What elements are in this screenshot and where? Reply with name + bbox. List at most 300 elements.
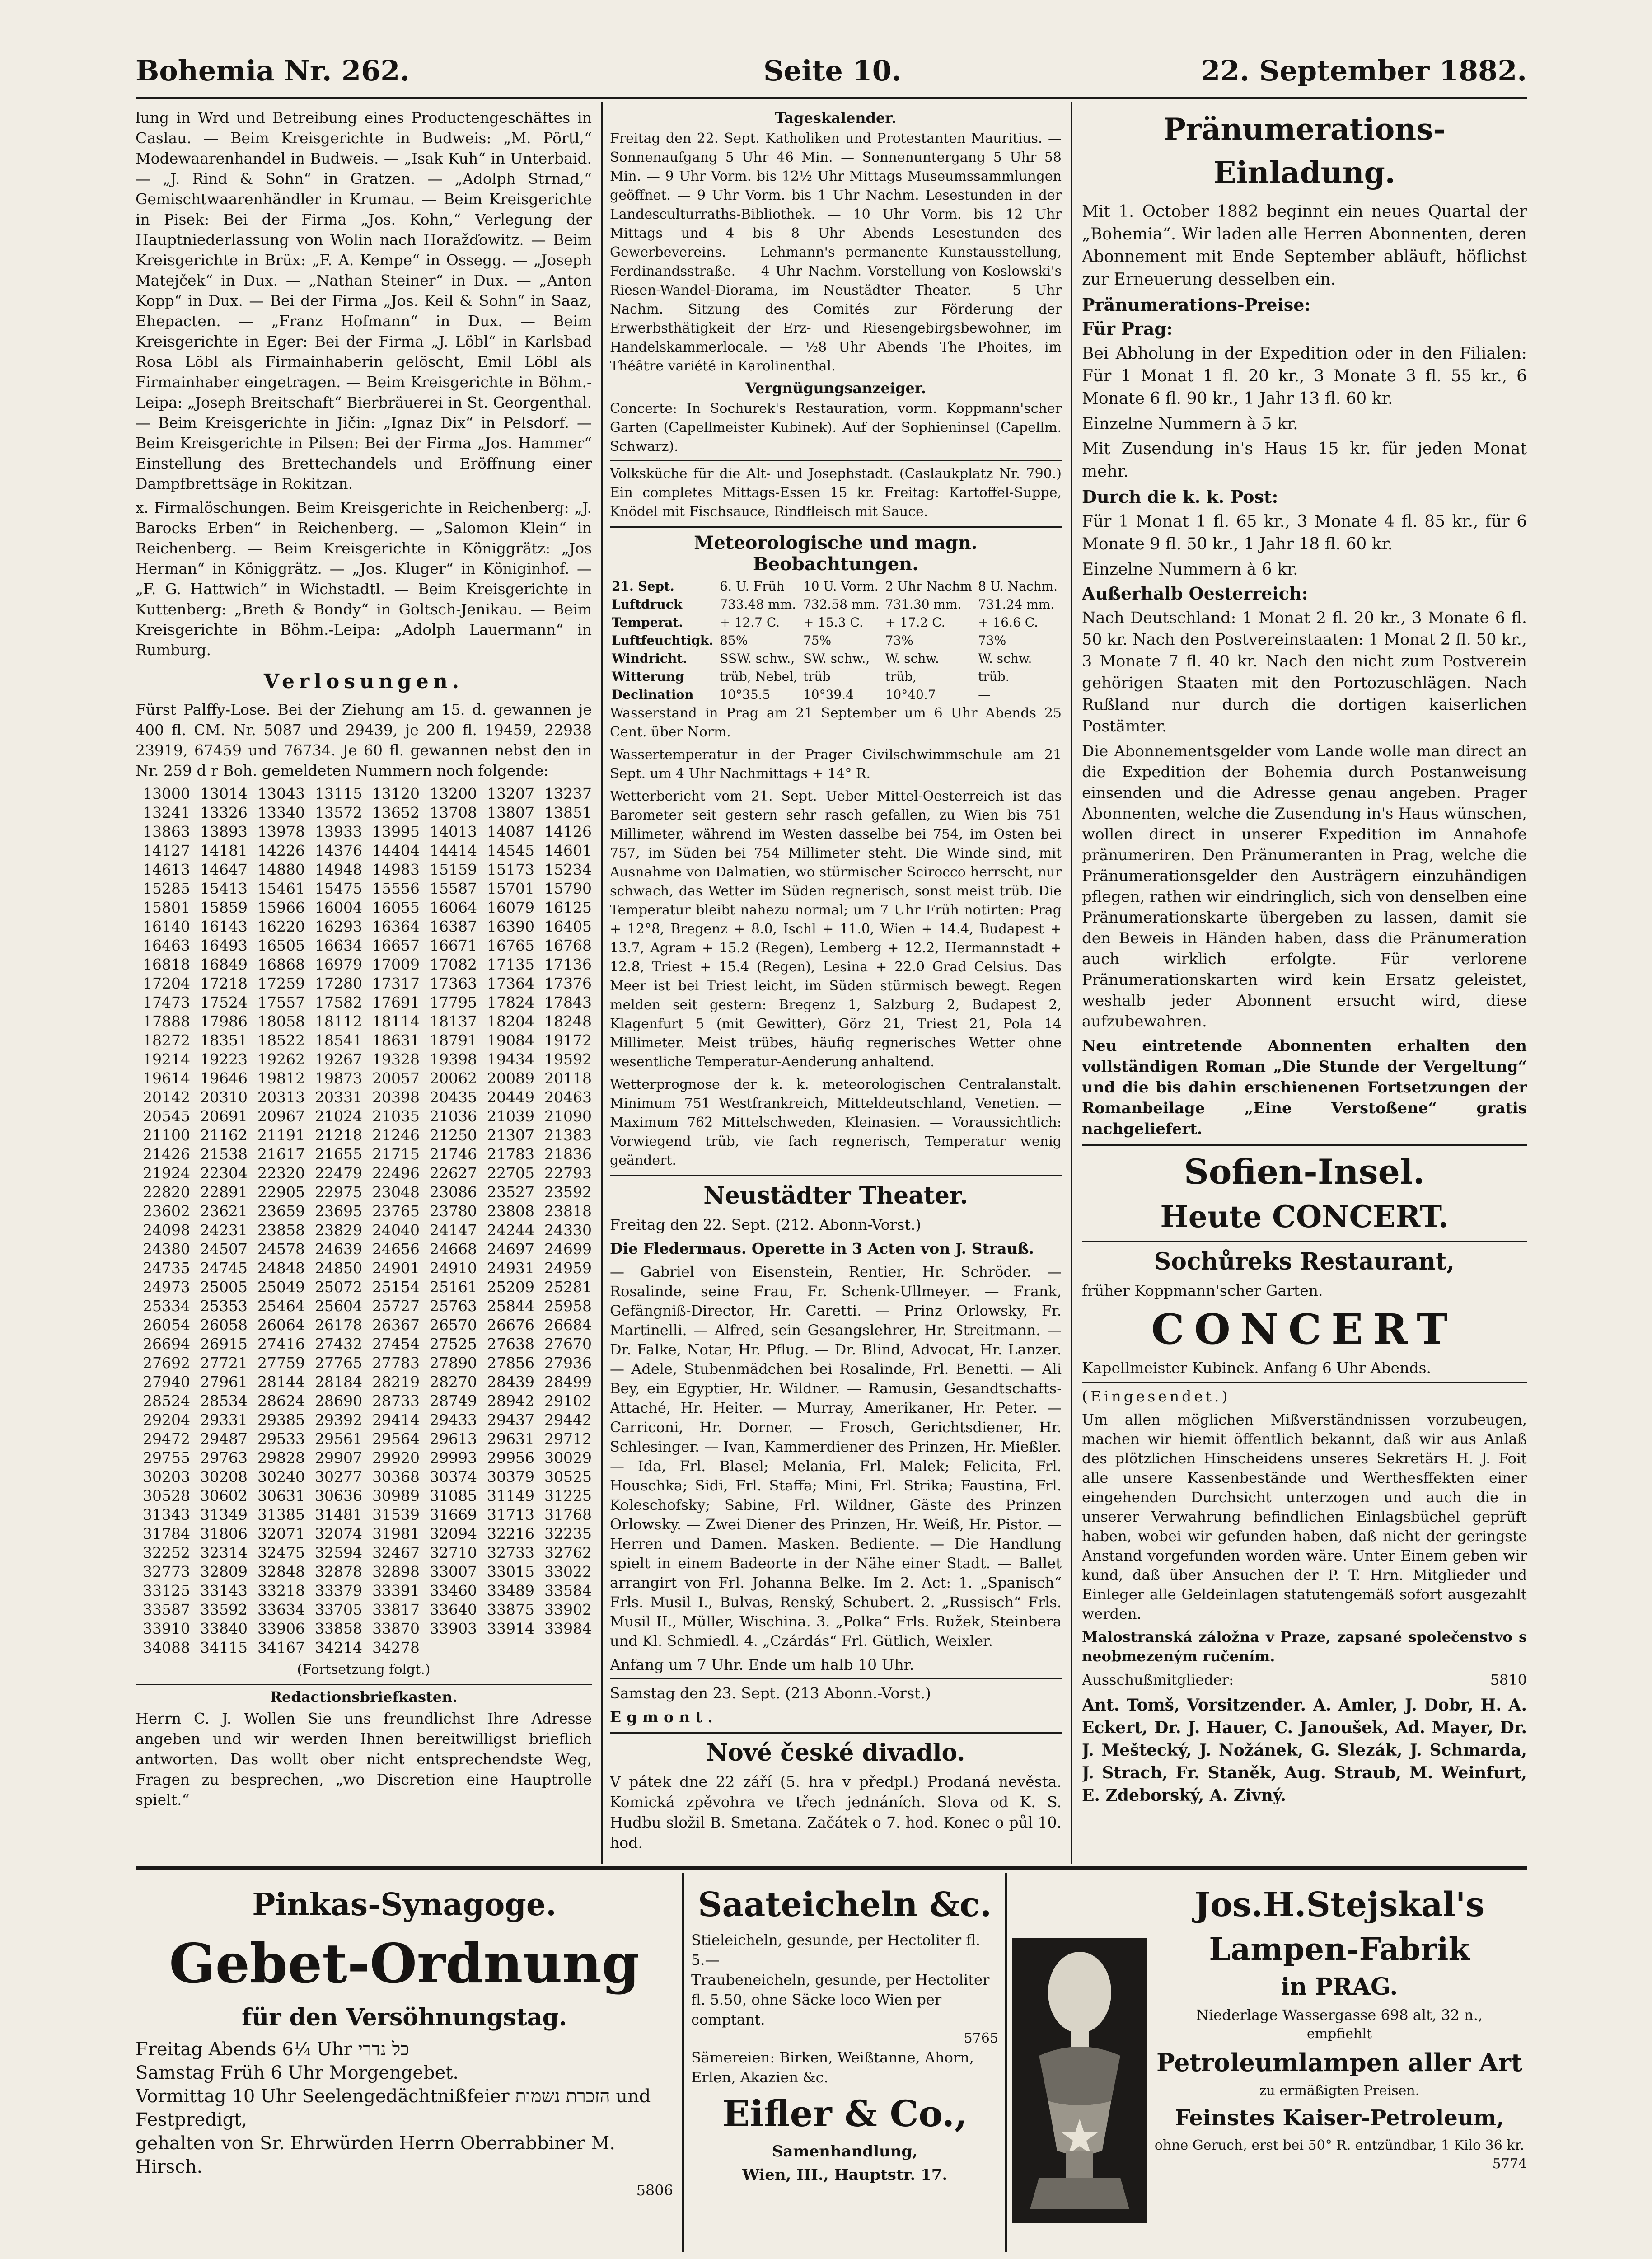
lottery-number: 33218 (257, 1582, 305, 1599)
lottery-number: 21090 (544, 1107, 592, 1125)
lottery-number: 14601 (544, 842, 592, 859)
lottery-number: 19084 (487, 1031, 534, 1049)
lottery-number: 28942 (487, 1392, 534, 1410)
lottery-number: 24910 (430, 1259, 477, 1277)
lottery-number: 34088 (143, 1639, 190, 1656)
lottery-number: 33817 (372, 1601, 420, 1618)
lottery-number: 24244 (487, 1221, 534, 1239)
lottery-number: 15234 (544, 861, 592, 878)
lottery-number: 25763 (430, 1297, 477, 1315)
lottery-number: 33840 (200, 1620, 248, 1637)
lottery-number: 29533 (257, 1430, 305, 1448)
met-header-cell: 6. U. Früh (720, 579, 785, 594)
lottery-number: 16125 (544, 899, 592, 916)
kaiser-petroleum: Feinstes Kaiser-Petroleum, (1175, 2105, 1504, 2131)
lottery-number: 24656 (372, 1240, 420, 1258)
lottery-number: 27692 (143, 1354, 190, 1372)
lottery-number: 16143 (200, 918, 248, 935)
lottery-number: 33125 (143, 1582, 190, 1599)
theater-next-rule (610, 1678, 1062, 1679)
fuer-prag: Für Prag: (1082, 319, 1173, 339)
lottery-number: 19646 (200, 1069, 248, 1087)
lottery-number: 17317 (372, 975, 420, 992)
lottery-number: 33906 (257, 1620, 305, 1637)
lottery-number: 15556 (372, 880, 420, 897)
lottery-number: 16768 (544, 937, 592, 954)
lottery-number: 13200 (430, 785, 477, 802)
lottery-number: 31343 (143, 1506, 190, 1523)
petroleum-lamp-icon (1012, 1938, 1147, 2223)
met-cell: trüb, (885, 669, 917, 684)
lottery-number: 14880 (257, 861, 305, 878)
stejskal-ad-number: 5774 (1492, 2156, 1527, 2172)
lottery-number: 24147 (430, 1221, 477, 1239)
lottery-number: 25958 (544, 1297, 592, 1315)
theater-cast: — Gabriel von Eisenstein, Rentier, Hr. Schröder. — Rosalinde, seine Frau, Fr. Schenk-Ullmeyer. — Frank, Gefängniß-Director, Hr. Caretti. — Prinz Orlowsky, Fr. Martinelli. — Alfred, sein Gesangslehrer, Hr. Streitmann. — Dr. Falke, Notar, Hr. Pflug. — Dr. Blind, Advocat, Hr. Lanzer. — Adele, Stubenmädchen bei Rosalinde, Frl. Benetti. — Ali Bey, ein Egyptier, Hr. Wildner. — Ramusin, Gesandtschafts-Attaché, Hr. Heiter. — Murray, Amerikaner, Hr. Peter. — Carriconi, Hr. Dorner. — Frosch, Gerichtsdiener, Hr. Schlesinger. — Ivan, Kammerdiener des Prinzen, Hr. Mießler. — Ida, Frl. Blasel; Melania, Frl. Malek; Felicita, Frl. Houschka; Sidi, Frl. Staffa; Mini, Frl. Strika; Faustina, Frl. Koleschofsky; Sabine, Frl. Wildner, Gäste des Prinzen Orlowsky. — Zwei Diener des Prinzen, Hr. Weiß, Hr. Pistor. — Herren und Damen. Masken. Bediente. — Die Handlung spielt in einem Badeorte in der Nähe einer Stadt. — Ballet arrangirt von Frl. Johanna Belke. Im 2. Act: 1. „Spanisch“ Frls. Musil I., Bulvas, Renský, Schubert. 2. „Russisch“ Frls. Musil II., Müller, Wischina. 3. „Polka“ Frls. Ružek, Steinbera und Kl. Schmiedl. 4. „Czárdás“ Frl. Gütlich, Weixler. (610, 1263, 1062, 1650)
lottery-numbers (136, 784, 592, 1657)
lottery-number: 29712 (544, 1430, 592, 1448)
lottery-number: 28184 (315, 1373, 362, 1391)
lottery-number: 13000 (143, 785, 190, 802)
lottery-number: 16079 (487, 899, 534, 916)
met-header-cell: 10 U. Vorm. (803, 579, 879, 594)
eifler-firm: Eifler & Co., (722, 2092, 967, 2135)
lottery-number: 32809 (200, 1563, 248, 1580)
lottery-number: 13572 (315, 804, 362, 821)
lottery-number: 23659 (257, 1202, 305, 1220)
lottery-number: 22793 (544, 1164, 592, 1182)
lottery-number: 14983 (372, 861, 420, 878)
lottery-number: 24697 (487, 1240, 534, 1258)
lottery-number: 17473 (143, 994, 190, 1011)
lottery-number: 29561 (315, 1430, 362, 1448)
lottery-number: 17888 (143, 1012, 190, 1030)
lottery-number: 32475 (257, 1544, 305, 1561)
briefkasten-text: Herrn C. J. Wollen Sie uns freundlichst Ihre Adresse angeben und wir werden Ihnen bereitwilligst brieflich antworten. Das wollt ober nicht entsprechendste Weg, Fragen zu besprechen, „wo Discretion eine Hauptrolle spielt.“ (136, 1710, 592, 1809)
met-cell: + 12.7 C. (720, 615, 780, 630)
met-cell: + 15.3 C. (803, 615, 863, 630)
header-masthead: Bohemia Nr. 262. (136, 54, 410, 87)
lottery-number: 16293 (315, 918, 362, 935)
lottery-number: 22304 (200, 1164, 248, 1182)
lottery-number: 24745 (200, 1259, 248, 1277)
lottery-number: 13893 (200, 823, 248, 840)
lottery-number: 19214 (143, 1050, 190, 1068)
vergnuegung-text: Concerte: In Sochurek's Restauration, vorm. Koppmann'scher Garten (Capellmeister Kubinek). Auf der Sophieninsel (Capellm. Schwarz). (610, 401, 1062, 455)
lottery-number: 19172 (544, 1031, 592, 1049)
lottery-number: 33489 (487, 1582, 534, 1599)
met-cell: — (978, 687, 991, 702)
lottery-number: 17843 (544, 994, 592, 1011)
lottery-number: 31539 (372, 1506, 420, 1523)
lottery-number: 15790 (544, 880, 592, 897)
lottery-number: 29487 (200, 1430, 248, 1448)
lottery-number: 28524 (143, 1392, 190, 1410)
lottery-number: 13863 (143, 823, 190, 840)
lottery-number: 20449 (487, 1088, 534, 1106)
lottery-number: 27525 (430, 1335, 477, 1353)
met-row (610, 632, 1062, 650)
lottery-number: 32252 (143, 1544, 190, 1561)
lottery-number: 28733 (372, 1392, 420, 1410)
lottery-number: 13241 (143, 804, 190, 821)
lottery-number: 21035 (372, 1107, 420, 1125)
lottery-number: 31784 (143, 1525, 190, 1542)
lottery-number: 30602 (200, 1487, 248, 1504)
lottery-number: 18791 (430, 1031, 477, 1049)
met-header-cell: 2 Uhr Nachm (885, 579, 972, 594)
met-cell: Windricht. (612, 651, 688, 666)
lottery-number: 32071 (257, 1525, 305, 1542)
met-cell: Luftdruck (612, 597, 683, 612)
lottery-number: 19398 (430, 1050, 477, 1068)
lottery-number: 27759 (257, 1354, 305, 1372)
lottery-number: 31149 (487, 1487, 534, 1504)
lottery-number: 15285 (143, 880, 190, 897)
met-row (610, 595, 1062, 614)
lottery-number: 16387 (430, 918, 477, 935)
lottery-number: 24231 (200, 1221, 248, 1239)
briefkasten-title: Redactionsbriefkasten. (270, 1688, 458, 1706)
lottery-number: 23592 (544, 1183, 592, 1201)
lottery-number: 18112 (315, 1012, 362, 1030)
lottery-number: 30525 (544, 1468, 592, 1486)
header-page-number: Seite 10. (763, 54, 902, 87)
met-note: Wetterprognose der k. k. meteorologischen Centralanstalt. Minimum 751 Westfrankreich, Mitteldeutschland, Venetien. — Maximum 762 Mittelschweden, Kleinasien. — Voraussichtlich: Vorwiegend trüb, vie fach regnerisch, Temperatur wenig geändert. (610, 1077, 1062, 1168)
lottery-number: 28690 (315, 1392, 362, 1410)
lottery-number: 26178 (315, 1316, 362, 1334)
lottery-number: 18114 (372, 1012, 420, 1030)
abo-instructions: Die Abonnementsgelder vom Lande wolle man direct an die Expedition der Bohemia durch Postanweisung einsenden und die Adresse genau angeben. Prager Abonnenten, welche die Zusendung in's Haus wünschen, wollen direct in unserer Expedition im Annahofe pränumeriren. Den Pränumeranten in Prag, welche die Pränumerationsgelder den Austrägern einzuhändigen pflegen, rathen wir eindringlich, sich von denselben eine Pränumerationskarte übergeben zu lassen, damit sie den Beweis in Händen haben, dass die Pränumeration auch wirklich erfolgte. Für verlorene Pränumerationskarten wird kein Ersatz geleistet, weshalb jeder Abonnent ersucht wird, diese aufzubewahren. (1082, 742, 1527, 1031)
lottery-number: 24850 (315, 1259, 362, 1277)
eifler-saemereien: Sämereien: Birken, Weißtanne, Ahorn, Erlen, Akazien &c. (691, 2049, 974, 2086)
theater-rule (610, 1175, 1062, 1176)
lottery-number: 17795 (430, 994, 477, 1011)
lottery-number: 26676 (487, 1316, 534, 1334)
lottery-number: 26367 (372, 1316, 420, 1334)
stejskal-title: Jos.H.Stejskal's (1194, 1885, 1485, 1924)
lottery-number: 34214 (315, 1639, 362, 1656)
lottery-number: 32733 (487, 1544, 534, 1561)
lottery-number: 23086 (430, 1183, 477, 1201)
met-cell: SSW. schw., (720, 651, 795, 666)
column-divider-2 (1071, 102, 1072, 1864)
lottery-number: 33984 (544, 1620, 592, 1637)
lottery-number: 24848 (257, 1259, 305, 1277)
lottery-number: 31481 (315, 1506, 362, 1523)
lottery-number: 13978 (257, 823, 305, 840)
lottery-number: 23858 (257, 1221, 305, 1239)
lottery-number: 13014 (200, 785, 248, 802)
lottery-number: 20463 (544, 1088, 592, 1106)
lottery-number: 29472 (143, 1430, 190, 1448)
met-row (610, 668, 1062, 686)
lottery-number: 21162 (200, 1126, 248, 1144)
column-divider-1 (601, 102, 603, 1864)
lottery-number: 15173 (487, 861, 534, 878)
pinkas-gehalten: gehalten von Sr. Ehrwürden Herrn Oberrabbiner M. Hirsch. (136, 2133, 615, 2177)
lottery-number: 21836 (544, 1145, 592, 1163)
lottery-number: 34278 (372, 1639, 420, 1656)
column-2 (610, 108, 1062, 1861)
lottery-number: 19223 (200, 1050, 248, 1068)
lottery-number: 25844 (487, 1297, 534, 1315)
lottery-number: 16505 (257, 937, 305, 954)
lottery-number: 33914 (487, 1620, 534, 1637)
lottery-number: 17136 (544, 956, 592, 973)
lottery-number: 30989 (372, 1487, 420, 1504)
ausschuss-members: Ant. Tomš, Vorsitzender. A. Amler, J. Dobr, H. A. Eckert, Dr. J. Hauer, C. Janoušek, Ad. Mayer, Dr. J. Meštecký, J. Nožánek, G. Slezák, J. Schmarda, J. Strach, Fr. Staněk, Aug. Straub, M. Weinfurt, E. Zdeborský, A. Zivný. (1082, 1696, 1527, 1805)
theater-times: Anfang um 7 Uhr. Ende um halb 10 Uhr. (610, 1656, 914, 1673)
lottery-number: 33391 (372, 1582, 420, 1599)
eifler-samenhandlung: Samenhandlung, (772, 2142, 918, 2161)
lottery-number: 16818 (143, 956, 190, 973)
lottery-number: 25464 (257, 1297, 305, 1315)
lottery-number: 31768 (544, 1506, 592, 1523)
lottery-number: 16634 (315, 937, 362, 954)
vergnuegung-title: Vergnügungsanzeiger. (745, 380, 926, 397)
met-cell: 75% (803, 633, 832, 648)
zustellung-text: Mit Zusendung in's Haus 15 kr. für jeden Monat mehr. (1082, 440, 1527, 481)
lottery-number: 21783 (487, 1145, 534, 1163)
sofien-rule (1082, 1144, 1527, 1146)
theater-title: Neustädter Theater. (703, 1182, 968, 1209)
lottery-number: 16765 (487, 937, 534, 954)
lottery-number: 33640 (430, 1601, 477, 1618)
lottery-number: 33022 (544, 1563, 592, 1580)
lottery-number: 21617 (257, 1145, 305, 1163)
sochurek-sub: früher Koppmann'scher Garten. (1082, 1282, 1323, 1299)
lottery-number: 32773 (143, 1563, 190, 1580)
lottery-number: 21100 (143, 1126, 190, 1144)
lottery-number: 33587 (143, 1601, 190, 1618)
lottery-number: 15413 (200, 880, 248, 897)
lottery-number: 29956 (487, 1449, 534, 1467)
lottery-number: 31981 (372, 1525, 420, 1542)
lottery-number: 33903 (430, 1620, 477, 1637)
lottery-number: 30277 (315, 1468, 362, 1486)
lottery-number: 24735 (143, 1259, 190, 1277)
lottery-number: 33460 (430, 1582, 477, 1599)
lottery-number: 13851 (544, 804, 592, 821)
divadlo-title: Nové české divadlo. (706, 1739, 965, 1767)
eifler-ad (691, 1879, 998, 2250)
lottery-number: 26054 (143, 1316, 190, 1334)
lottery-number: 21218 (315, 1126, 362, 1144)
lottery-number: 20057 (372, 1069, 420, 1087)
lottery-number: 29763 (200, 1449, 248, 1467)
lottery-number: 29907 (315, 1449, 362, 1467)
met-cell: 10°35.5 (720, 687, 771, 702)
pinkas-synagoge-ad (136, 1879, 673, 2250)
ausschuss-ad-number: 5810 (1490, 1671, 1527, 1688)
met-header-cell: 8 U. Nachm. (978, 579, 1058, 594)
eifler-stieleicheln: Stieleicheln, gesunde, per Hectoliter fl. 5.— (691, 1931, 980, 1968)
lottery-number: 33007 (430, 1563, 477, 1580)
registry-paragraph-2: x. Firmalöschungen. Beim Kreisgerichte in Reichenberg: „J. Barocks Erben“ in Reichenberg. — „Salomon Klein“ in Reichenberg. — Beim Kreisgerichte in Königgrätz: „Jos Herman“ in Königgrätz. — „Jos. Kluger“ in Königinhof. — „F. G. Hattwich“ in Wichstadtl. — Beim Kreisgerichte in Kuttenberg: „Breth & Bondy“ in Goltsch-Jenikau. — Beim Kreisgerichte in Böhm.-Leipa: „Adolph Lauermann“ in Rumburg. (136, 499, 592, 659)
met-rule (610, 526, 1062, 528)
ausschuss-label (1082, 1670, 1527, 1690)
lottery-number: 17218 (200, 975, 248, 992)
lottery-number: 27670 (544, 1335, 592, 1353)
met-cell: 733.48 mm. (720, 597, 796, 612)
lottery-number: 14948 (315, 861, 362, 878)
lottery-number: 34167 (257, 1639, 305, 1656)
lottery-number: 32314 (200, 1544, 248, 1561)
met-cell: 731.30 mm. (885, 597, 962, 612)
lottery-number: 23602 (143, 1202, 190, 1220)
volkskueche-text: Volksküche für die Alt- und Josephstadt. (Caslaukplatz Nr. 790.) Ein completes Mittags-Essen 15 kr. Freitag: Kartoffel-Suppe, Knödel mit Fischsauce, Rindfleisch mit Sauce. (610, 466, 1062, 520)
eingesendet-text: Um allen möglichen Mißverständnissen vorzubeugen, machen wir hiemit öffentlich bekannt, daß wir aus Anlaß des plötzlichen Hinscheidens unseres Sekretärs H. J. Foit alle unsere Kassenbestände und Werthesffekten einer eingehenden Durchsicht unterzogen und auch die in unserer Verwahrung befindlichen Einlagsbüchel geprüft haben, wobei wir gefunden haben, daß nicht der geringste Anstand vorgefunden worden wäre. Unter Einem geben wir kund, daß über Ansuchen der P. T. Hrn. Mitglieder und Einleger alle Geldeinlagen statutengemäß sofort ausgezahlt werden. (1082, 1411, 1527, 1622)
lottery-number: 20435 (430, 1088, 477, 1106)
divadlo-text: V pátek dne 22 září (5. hra v předpl.) Prodaná nevěsta. Komická zpěvohra ve třech jednáních. Slova od K. S. Hudbu složil B. Smetana. Začátek o 7. hod. Konec o půl 10. hod. (610, 1773, 1062, 1851)
lottery-number: 32467 (372, 1544, 420, 1561)
lottery-number: 32762 (544, 1544, 592, 1561)
lottery-number: 23818 (544, 1202, 592, 1220)
lottery-number: 17524 (200, 994, 248, 1011)
lottery-number: 24040 (372, 1221, 420, 1239)
lottery-number: 22479 (315, 1164, 362, 1182)
ausland-prices: Nach Deutschland: 1 Monat 2 fl. 20 kr., 3 Monate 6 fl. 50 kr. Nach den Postvereinstaaten: 1 Monat 2 fl. 50 kr., 3 Monate 7 fl. 40 kr. Nach den nicht zum Postverein gehörigen Staaten mit den Portozuschlägen. Nach Rußland nur durch die dortigen kaiserlichen Postämter. (1082, 609, 1527, 736)
lottery-number: 21655 (315, 1145, 362, 1163)
lottery-number: 14545 (487, 842, 534, 859)
lottery-number: 24668 (430, 1240, 477, 1258)
lottery-number: 30240 (257, 1468, 305, 1486)
met-cell: W. schw. (885, 651, 939, 666)
lottery-number: 24901 (372, 1259, 420, 1277)
saateicheln-title: Saateicheln &c. (698, 1885, 992, 1924)
lottery-number: 27940 (143, 1373, 190, 1391)
lottery-number: 23527 (487, 1183, 534, 1201)
column-3 (1082, 108, 1527, 1861)
lottery-number: 24578 (257, 1240, 305, 1258)
lottery-number: 17009 (372, 956, 420, 973)
neu-abonnenten: Neu eintretende Abonnenten erhalten den vollständigen Roman „Die Stunde der Vergeltung“ und die bis dahin erschienenen Fortsetzungen der Romanbeilage „Eine Verstoßene“ gratis nachgeliefert. (1082, 1037, 1527, 1138)
sochurek-title: Sochůreks Restaurant, (1154, 1248, 1455, 1275)
lottery-number: 26694 (143, 1335, 190, 1353)
lottery-number: 15966 (257, 899, 305, 916)
stejskal-ad (1152, 1879, 1527, 2250)
preise-title: Pränumerations-Preise: (1082, 295, 1311, 315)
eingesendet-title: (Eingesendet.) (1082, 1387, 1231, 1405)
lottery-number: 21024 (315, 1107, 362, 1125)
lottery-number: 14127 (143, 842, 190, 859)
lottery-number: 15475 (315, 880, 362, 897)
theater-next-play: Egmont. (610, 1708, 718, 1726)
met-row (610, 614, 1062, 632)
theater-date: Freitag den 22. Sept. (212. Abonn-Vorst.) (610, 1216, 922, 1233)
lottery-number: 21924 (143, 1164, 190, 1182)
lottery-number: 24098 (143, 1221, 190, 1239)
lottery-number: 30379 (487, 1468, 534, 1486)
met-cell: Witterung (612, 669, 684, 684)
lottery-number: 13043 (257, 785, 305, 802)
lottery-number: 19592 (544, 1050, 592, 1068)
lottery-number: 29613 (430, 1430, 477, 1448)
lottery-number: 20142 (143, 1088, 190, 1106)
ads-divider-1 (682, 1873, 684, 2252)
lottery-number: 33902 (544, 1601, 592, 1618)
lottery-number: 16979 (315, 956, 362, 973)
met-cell: trüb, Nebel, (720, 669, 798, 684)
lottery-number: 16493 (200, 937, 248, 954)
met-header-cell: 21. Sept. (612, 579, 674, 594)
lottery-number: 30208 (200, 1468, 248, 1486)
lottery-number: 19812 (257, 1069, 305, 1087)
lottery-number: 29993 (430, 1449, 477, 1467)
lottery-number: 22905 (257, 1183, 305, 1201)
lottery-number: 31669 (430, 1506, 477, 1523)
lottery-number: 23048 (372, 1183, 420, 1201)
lottery-number: 29331 (200, 1411, 248, 1429)
lottery-number: 16220 (257, 918, 305, 935)
lottery-number: 21246 (372, 1126, 420, 1144)
lottery-number: 31806 (200, 1525, 248, 1542)
lottery-number: 34115 (200, 1639, 248, 1656)
lottery-number: 18058 (257, 1012, 305, 1030)
lottery-number: 13207 (487, 785, 534, 802)
lottery-number: 13652 (372, 804, 420, 821)
lottery-number: 22627 (430, 1164, 477, 1182)
stejskal-ohne-geruch: ohne Geruch, erst bei 50° R. entzündbar, 1 Kilo 36 kr. (1154, 2137, 1525, 2153)
lottery-number: 16405 (544, 918, 592, 935)
ausserhalb-oesterreich: Außerhalb Oesterreich: (1082, 583, 1308, 604)
lottery-number: 29755 (143, 1449, 190, 1467)
lottery-number: 19873 (315, 1069, 362, 1087)
lottery-number: 21191 (257, 1126, 305, 1144)
lottery-number: 15859 (200, 899, 248, 916)
lottery-number: 33870 (372, 1620, 420, 1637)
lottery-number: 14013 (430, 823, 477, 840)
lottery-number: 18137 (430, 1012, 477, 1030)
lottery-number: 30368 (372, 1468, 420, 1486)
lottery-number: 17082 (430, 956, 477, 973)
lottery-number: 13807 (487, 804, 534, 821)
lottery-number: 14226 (257, 842, 305, 859)
lottery-number: 29828 (257, 1449, 305, 1467)
lottery-number: 15587 (430, 880, 477, 897)
header-date: 22. September 1882. (1201, 54, 1527, 87)
eifler-traubeneicheln: Traubeneicheln, gesunde, per Hectoliter fl. 5.50, ohne Säcke loco Wien per comptant. (691, 1971, 990, 2028)
einzelne-nummern-prag: Einzelne Nummern à 5 kr. (1082, 415, 1298, 433)
lampen-fabrik: Lampen-Fabrik (1209, 1931, 1470, 1968)
lottery-number: 20398 (372, 1088, 420, 1106)
lottery-number: 32594 (315, 1544, 362, 1561)
lottery-number: 17824 (487, 994, 534, 1011)
lottery-number: 32235 (544, 1525, 592, 1542)
praenumeration-intro: Mit 1. October 1882 beginnt ein neues Quartal der „Bohemia“. Wir laden alle Herren Abonnenten, deren Abonnement mit Ende September abläuft, höflichst zur Erneuerung desselben ein. (1082, 202, 1527, 289)
lottery-number: 33379 (315, 1582, 362, 1599)
lottery-number: 17135 (487, 956, 534, 973)
met-title: Meteorologische und magn. Beobachtungen. (694, 532, 978, 575)
met-row (610, 650, 1062, 668)
lottery-number: 14126 (544, 823, 592, 840)
lottery-number: 17582 (315, 994, 362, 1011)
stejskal-preisen: zu ermäßigten Preisen. (1259, 2083, 1420, 2099)
lottery-number: 24959 (544, 1259, 592, 1277)
lottery-number: 14404 (372, 842, 420, 859)
met-cell: 73% (885, 633, 913, 648)
zalozna-name: Malostranská záložna v Praze, zapsané společenstvo s neobmezeným ručením. (1082, 1628, 1527, 1665)
lottery-number: 31713 (487, 1506, 534, 1523)
lottery-number: 26058 (200, 1316, 248, 1334)
pinkas-samstag: Samstag Früh 6 Uhr Morgengebet. (136, 2062, 459, 2083)
met-cell: 731.24 mm. (978, 597, 1054, 612)
lottery-number: 32216 (487, 1525, 534, 1542)
lottery-number: 21715 (372, 1145, 420, 1163)
lottery-number: 17376 (544, 975, 592, 992)
lottery-number: 28439 (487, 1373, 534, 1391)
